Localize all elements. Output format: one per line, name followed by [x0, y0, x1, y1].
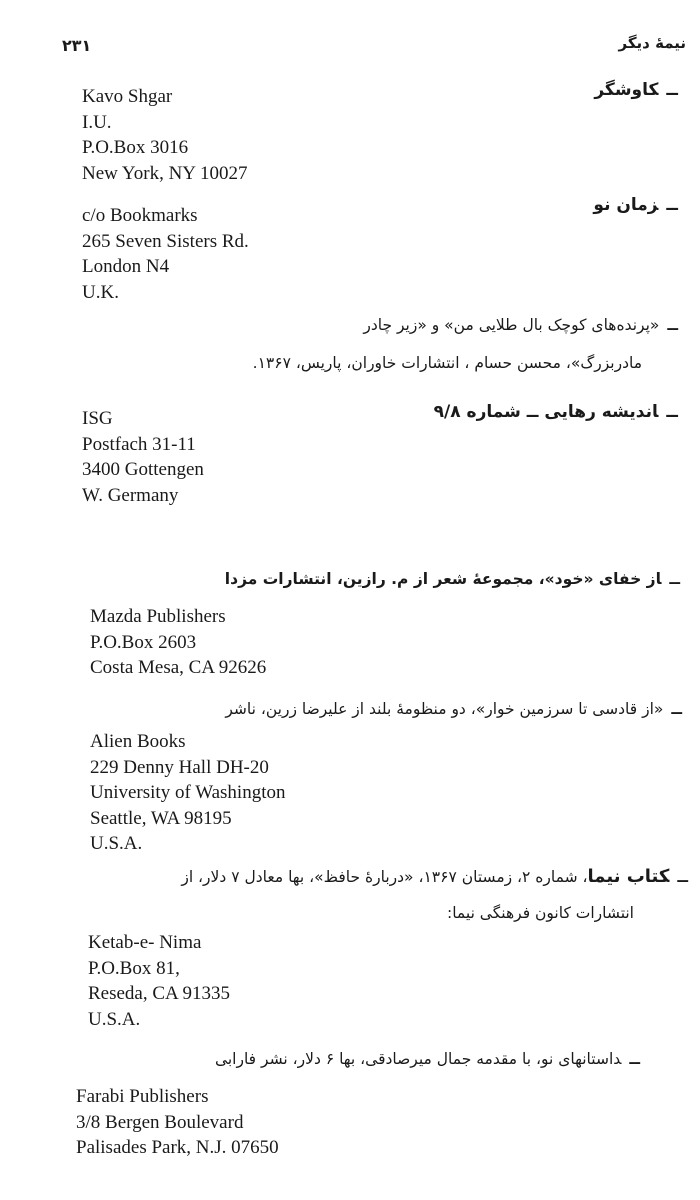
- address-line: Postfach 31-11: [82, 433, 196, 455]
- address-line: W. Germany: [82, 484, 179, 506]
- address-line: U.K.: [82, 281, 119, 303]
- address-line: 229 Denny Hall DH-20: [90, 756, 269, 778]
- address-line: Seattle, WA 98195: [90, 807, 232, 829]
- address-line: University of Washington: [90, 782, 286, 803]
- entry-dastanha-line1: ــداستانهای نو، با مقدمه جمال میرصادقی، بها ۶ دلار، نشر فارابی: [214, 1050, 640, 1068]
- address-line: c/o Bookmarks: [82, 205, 198, 226]
- address-line: Costa Mesa, CA 92626: [90, 657, 267, 678]
- entry-zaman-address: [82, 203, 249, 305]
- entry-az-khafa-address: [90, 604, 266, 681]
- address-line: Kavo Shgar: [82, 86, 173, 107]
- entry-kavoshgar-title: ــکاوشگر: [594, 80, 678, 100]
- address-line: U.S.A.: [90, 833, 143, 854]
- entry-andisheh-address: [82, 406, 204, 508]
- address-line: Mazda Publishers: [90, 606, 226, 627]
- address-line: Ketab-e- Nima: [88, 932, 202, 953]
- address-line: 3/8 Bergen Boulevard: [76, 1111, 244, 1133]
- entry-parandeh-line2: مادربزرگ»، محسن حسام ، انتشارات خاوران، پاریس، ۱۳۶۷.: [252, 354, 642, 372]
- address-line: P.O.Box 2603: [90, 631, 197, 653]
- address-line: 265 Seven Sisters Rd.: [82, 230, 249, 252]
- address-line: Palisades Park, N.J. 07650: [76, 1137, 279, 1158]
- entry-az-qadesi-address: [90, 729, 286, 857]
- entry-az-qadesi-line1: ــ«از قادسی تا سرزمین خوار»، دو منظومهٔ بلند از علیرضا زرین، ناشر: [225, 700, 682, 718]
- address-line: 3400 Gottengen: [82, 459, 204, 480]
- page-number: ۲۳۱: [62, 36, 92, 55]
- entry-zaman-title: ــزمان نو: [593, 195, 678, 215]
- address-line: New York, NY 10027: [82, 162, 248, 184]
- entry-ketab-nima-line1: ــکتاب نیما، شماره ۲، زمستان ۱۳۶۷، «دربارهٔ حافظ»، بها معادل ۷ دلار، از: [181, 866, 688, 887]
- entry-dastanha-address: [76, 1084, 279, 1161]
- address-line: Reseda, CA 91335: [88, 983, 230, 1004]
- address-line: P.O.Box 81,: [88, 957, 180, 979]
- entry-ketab-nima-line2: انتشارات کانون فرهنگی نیما:: [446, 904, 634, 922]
- address-line: ISG: [82, 408, 113, 429]
- entry-andisheh-title: ــاندیشه رهایی ــ شماره ۹/۸: [433, 402, 678, 422]
- address-line: Alien Books: [90, 731, 186, 752]
- address-line: P.O.Box 3016: [82, 137, 189, 158]
- address-line: London N4: [82, 256, 170, 277]
- entry-az-khafa-line1: ــاز خفای «خود»، مجموعهٔ شعر از م. رازین، انتشارات مزدا: [224, 570, 680, 588]
- entry-parandeh-line1: ــ«پرنده‌های کوچک بال طلایی من» و «زیر چادر: [363, 316, 678, 334]
- address-line: I.U.: [82, 111, 112, 133]
- ketab-nima-title: کتاب نیما: [587, 866, 670, 887]
- address-line: Farabi Publishers: [76, 1086, 209, 1107]
- entry-ketab-nima-address: [88, 930, 230, 1032]
- entry-kavoshgar-address: [82, 84, 248, 186]
- address-line: U.S.A.: [88, 1008, 141, 1030]
- running-title: نیمهٔ دیگر: [618, 34, 686, 52]
